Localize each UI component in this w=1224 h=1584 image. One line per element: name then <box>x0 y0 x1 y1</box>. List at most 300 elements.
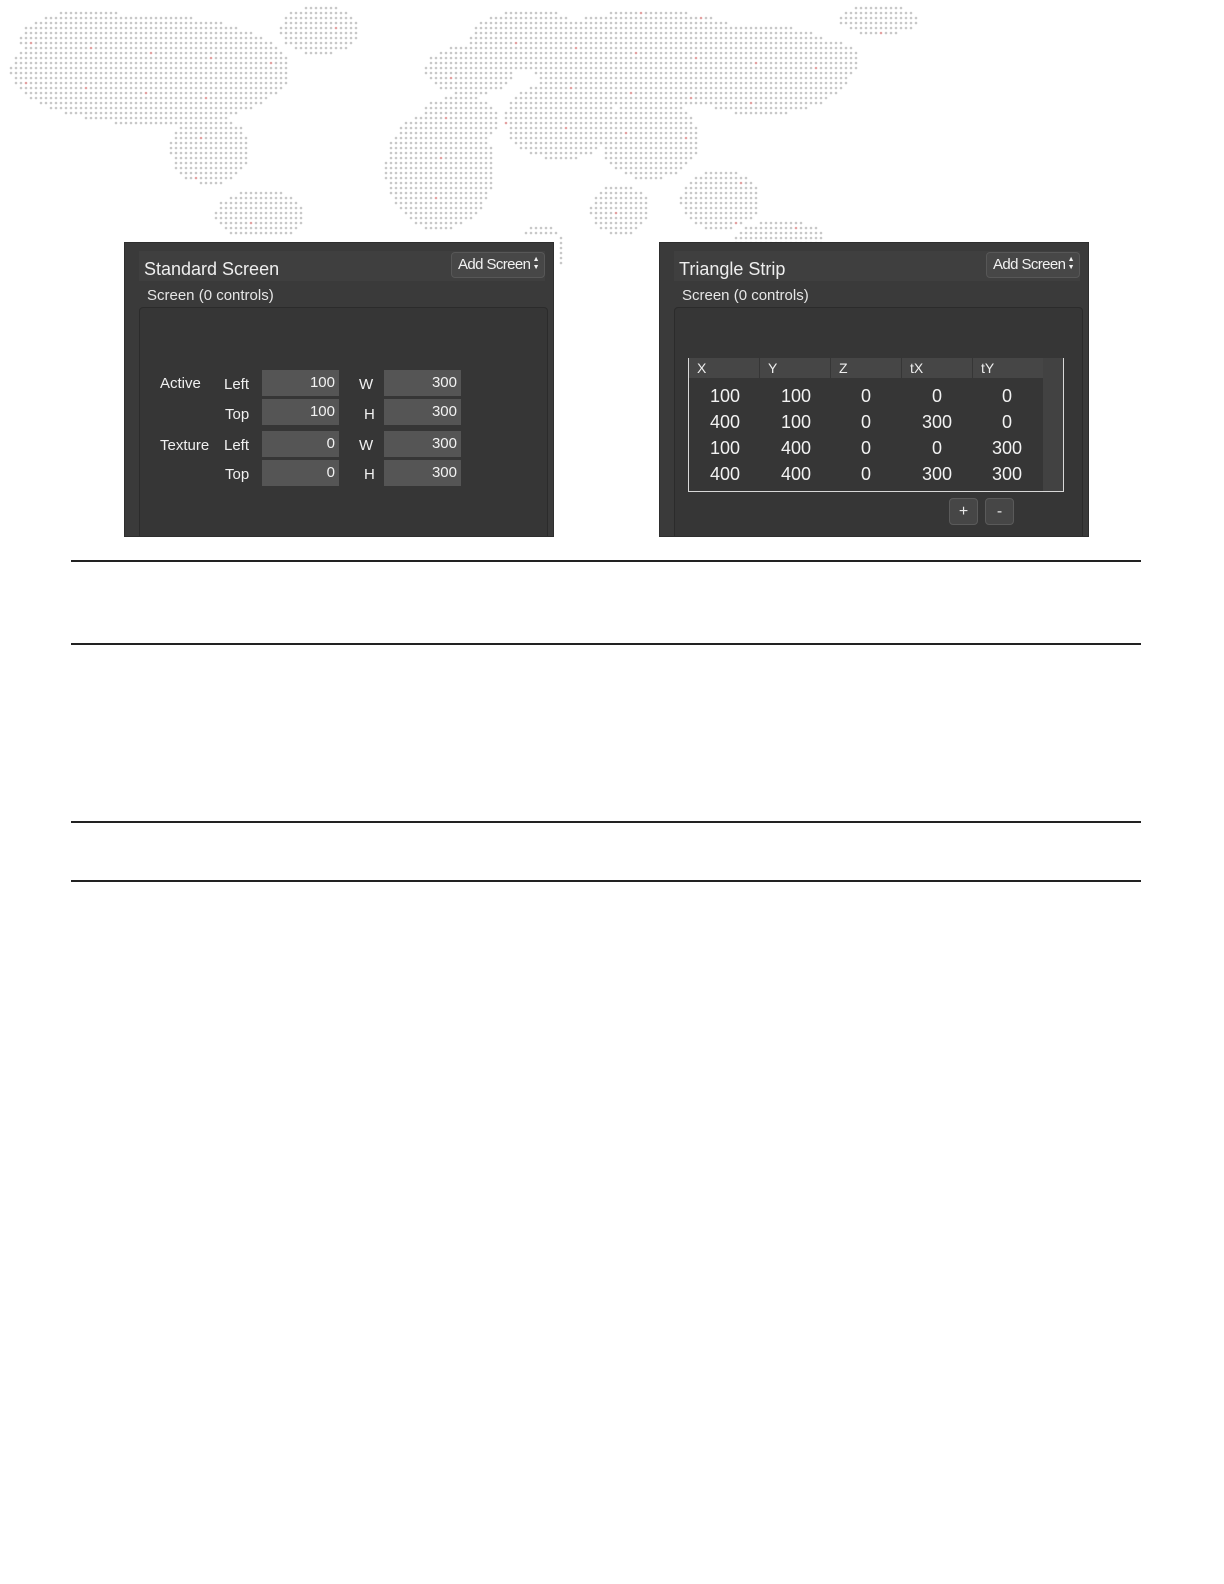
map-dot <box>545 122 548 125</box>
map-dot <box>550 37 553 40</box>
map-dot <box>460 52 463 55</box>
map-dot <box>430 112 433 115</box>
map-dot <box>680 122 683 125</box>
map-dot <box>150 87 153 90</box>
cell-ty[interactable]: 300 <box>991 438 1023 458</box>
texture-height-field[interactable]: 300 <box>384 460 461 486</box>
cell-y[interactable]: 400 <box>780 438 812 458</box>
cell-z[interactable]: 0 <box>860 386 871 406</box>
map-dot <box>660 162 663 165</box>
cell-y[interactable]: 400 <box>780 464 812 484</box>
map-dot <box>525 147 528 150</box>
map-dot <box>760 52 763 55</box>
map-dot <box>85 32 88 35</box>
map-dot <box>215 92 218 95</box>
map-dot <box>240 82 243 85</box>
map-dot <box>630 197 633 200</box>
map-dot <box>765 32 768 35</box>
map-dot <box>815 102 818 105</box>
cell-x[interactable]: 400 <box>709 412 741 432</box>
map-dot <box>545 127 548 130</box>
table-row[interactable] <box>689 383 1045 409</box>
map-dot <box>440 67 443 70</box>
map-dot <box>280 227 283 230</box>
map-dot <box>655 152 658 155</box>
map-dot <box>605 132 608 135</box>
map-dot <box>610 187 613 190</box>
cell-z[interactable]: 0 <box>860 438 871 458</box>
map-dot <box>695 42 698 45</box>
map-dot <box>570 72 573 75</box>
map-dot <box>430 172 433 175</box>
map-dot <box>725 82 728 85</box>
table-scrollbar[interactable] <box>1043 358 1063 491</box>
map-dot <box>790 107 793 110</box>
map-dot <box>870 22 873 25</box>
cell-x[interactable]: 100 <box>709 386 741 406</box>
map-dot <box>395 197 398 200</box>
map-dot <box>505 27 508 30</box>
map-dot <box>755 97 758 100</box>
map-dot <box>855 52 858 55</box>
map-dot <box>610 62 613 65</box>
map-dot <box>720 207 723 210</box>
map-dot <box>410 142 413 145</box>
map-dot <box>625 72 628 75</box>
map-dot <box>260 57 263 60</box>
column-header-ty[interactable]: tY <box>973 358 1043 378</box>
map-dot <box>245 62 248 65</box>
map-dot <box>80 22 83 25</box>
map-dot <box>555 102 558 105</box>
map-dot <box>550 122 553 125</box>
map-dot <box>330 47 333 50</box>
map-dot <box>55 57 58 60</box>
map-dot <box>205 67 208 70</box>
map-dot <box>610 157 613 160</box>
map-dot <box>625 117 628 120</box>
map-dot <box>685 102 688 105</box>
map-dot <box>260 102 263 105</box>
map-dot <box>635 222 638 225</box>
map-dot <box>100 32 103 35</box>
map-dot <box>435 192 438 195</box>
map-dot <box>470 112 473 115</box>
map-dot <box>270 67 273 70</box>
map-dot <box>75 27 78 30</box>
active-left-field[interactable]: 100 <box>262 370 339 396</box>
map-dot <box>655 132 658 135</box>
add-screen-button[interactable] <box>451 252 545 278</box>
cell-y[interactable]: 100 <box>780 386 812 406</box>
map-dot <box>795 77 798 80</box>
map-dot <box>560 32 563 35</box>
map-dot <box>630 12 633 15</box>
cell-ty[interactable]: 300 <box>991 464 1023 484</box>
map-dot <box>470 77 473 80</box>
map-dot <box>45 87 48 90</box>
map-dot <box>595 107 598 110</box>
map-dot <box>665 12 668 15</box>
map-dot <box>160 97 163 100</box>
map-dot <box>145 97 148 100</box>
map-dot <box>300 12 303 15</box>
map-dot <box>680 92 683 95</box>
map-dot <box>120 97 123 100</box>
map-dot <box>790 92 793 95</box>
map-dot <box>800 42 803 45</box>
map-dot <box>465 52 468 55</box>
map-dot <box>575 97 578 100</box>
cell-ty[interactable]: 0 <box>1001 386 1012 406</box>
map-dot <box>630 27 633 30</box>
map-dot <box>60 12 63 15</box>
map-dot <box>550 157 553 160</box>
map-dot <box>605 32 608 35</box>
texture-width-field[interactable]: 300 <box>384 431 461 457</box>
remove-row-button[interactable]: - <box>985 498 1014 525</box>
map-dot <box>480 152 483 155</box>
map-dot <box>420 132 423 135</box>
map-dot <box>15 62 18 65</box>
texture-left-field[interactable]: 0 <box>262 431 339 457</box>
map-dot <box>275 72 278 75</box>
map-dot <box>715 87 718 90</box>
map-dot <box>130 72 133 75</box>
map-dot <box>630 102 633 105</box>
map-dot <box>235 67 238 70</box>
active-top-field[interactable]: 100 <box>262 399 339 425</box>
map-dot <box>645 37 648 40</box>
map-dot <box>570 22 573 25</box>
map-dot <box>505 67 508 70</box>
map-dot <box>660 72 663 75</box>
map-dot <box>560 147 563 150</box>
map-dot <box>195 42 198 45</box>
map-dot <box>410 172 413 175</box>
map-dot <box>445 82 448 85</box>
map-dot <box>215 82 218 85</box>
map-dot <box>430 57 433 60</box>
map-dot <box>690 187 693 190</box>
map-dot <box>785 27 788 30</box>
map-dot <box>450 122 453 125</box>
map-dot <box>65 112 68 115</box>
map-dot <box>825 82 828 85</box>
map-dot <box>530 17 533 20</box>
map-dot <box>90 92 93 95</box>
map-dot <box>605 37 608 40</box>
cell-x[interactable]: 100 <box>709 438 741 458</box>
map-dot <box>580 92 583 95</box>
texture-label: Texture <box>160 437 210 454</box>
map-dot <box>655 47 658 50</box>
vertex-table[interactable] <box>688 358 1064 492</box>
map-dot <box>280 197 283 200</box>
map-dot <box>395 187 398 190</box>
map-dot <box>675 57 678 60</box>
map-dot <box>305 47 308 50</box>
map-dot <box>655 87 658 90</box>
map-dot <box>695 32 698 35</box>
map-dot <box>235 42 238 45</box>
map-dot <box>530 132 533 135</box>
map-dot <box>520 147 523 150</box>
map-dot <box>210 97 213 100</box>
map-dot <box>650 37 653 40</box>
map-dot <box>230 67 233 70</box>
map-dot <box>860 17 863 20</box>
map-dot <box>790 62 793 65</box>
map-dot <box>425 157 428 160</box>
map-dot <box>660 67 663 70</box>
map-dot <box>560 122 563 125</box>
map-dot <box>585 17 588 20</box>
map-dot <box>550 142 553 145</box>
map-dot <box>800 77 803 80</box>
map-dot <box>685 77 688 80</box>
map-dot <box>85 82 88 85</box>
map-dot <box>470 82 473 85</box>
map-dot <box>560 242 563 245</box>
map-dot <box>130 112 133 115</box>
map-dot <box>425 67 428 70</box>
map-dot <box>425 127 428 130</box>
map-dot <box>670 72 673 75</box>
map-dot <box>285 72 288 75</box>
map-dot <box>460 47 463 50</box>
map-dot <box>485 57 488 60</box>
cell-tx[interactable]: 300 <box>921 412 953 432</box>
map-dot <box>845 22 848 25</box>
map-dot <box>345 22 348 25</box>
map-dot <box>760 87 763 90</box>
map-dot <box>210 57 213 60</box>
map-dot <box>140 37 143 40</box>
map-dot <box>280 57 283 60</box>
map-dot <box>450 102 453 105</box>
map-dot <box>285 32 288 35</box>
map-dot <box>130 122 133 125</box>
map-dot <box>195 162 198 165</box>
map-dot <box>730 207 733 210</box>
map-dot <box>820 62 823 65</box>
table-row[interactable] <box>689 409 1045 435</box>
map-dot <box>190 112 193 115</box>
map-dot <box>640 37 643 40</box>
cell-z[interactable]: 0 <box>860 412 871 432</box>
add-screen-button[interactable] <box>986 252 1080 278</box>
map-dot <box>805 87 808 90</box>
map-dot <box>425 187 428 190</box>
map-dot <box>790 77 793 80</box>
map-dot <box>800 97 803 100</box>
map-dot <box>255 47 258 50</box>
map-dot <box>645 82 648 85</box>
map-dot <box>610 222 613 225</box>
column-header-y[interactable]: Y <box>760 358 830 378</box>
table-row[interactable] <box>689 461 1045 487</box>
cell-x[interactable]: 400 <box>709 464 741 484</box>
map-dot <box>805 62 808 65</box>
map-dot <box>265 72 268 75</box>
map-dot <box>545 117 548 120</box>
map-dot <box>700 27 703 30</box>
map-dot <box>225 92 228 95</box>
map-dot <box>105 87 108 90</box>
map-dot <box>80 107 83 110</box>
map-dot <box>440 207 443 210</box>
map-dot <box>200 27 203 30</box>
map-dot <box>630 222 633 225</box>
cell-z[interactable]: 0 <box>860 464 871 484</box>
map-dot <box>775 67 778 70</box>
map-dot <box>230 122 233 125</box>
map-dot <box>510 102 513 105</box>
map-dot <box>620 102 623 105</box>
map-dot <box>435 152 438 155</box>
map-dot <box>665 17 668 20</box>
cell-tx[interactable]: 0 <box>931 438 942 458</box>
map-dot <box>500 52 503 55</box>
cell-tx[interactable]: 300 <box>921 464 953 484</box>
map-dot <box>500 27 503 30</box>
map-dot <box>260 232 263 235</box>
map-dot <box>245 152 248 155</box>
map-dot <box>100 52 103 55</box>
map-dot <box>650 112 653 115</box>
map-dot <box>760 32 763 35</box>
column-header-x[interactable]: X <box>689 358 759 378</box>
map-dot <box>135 37 138 40</box>
cell-ty[interactable]: 0 <box>1001 412 1012 432</box>
texture-top-field[interactable]: 0 <box>262 460 339 486</box>
map-dot <box>625 217 628 220</box>
map-dot <box>470 92 473 95</box>
map-dot <box>90 112 93 115</box>
map-dot <box>165 17 168 20</box>
map-dot <box>815 232 818 235</box>
map-dot <box>825 92 828 95</box>
map-dot <box>500 47 503 50</box>
map-dot <box>540 232 543 235</box>
map-dot <box>170 147 173 150</box>
cell-tx[interactable]: 0 <box>931 386 942 406</box>
map-dot <box>460 157 463 160</box>
map-dot <box>660 77 663 80</box>
map-dot <box>730 92 733 95</box>
map-dot <box>255 37 258 40</box>
map-dot <box>635 32 638 35</box>
map-dot <box>350 32 353 35</box>
map-dot <box>745 92 748 95</box>
map-dot <box>425 217 428 220</box>
map-dot <box>495 42 498 45</box>
map-dot <box>585 52 588 55</box>
map-dot <box>640 157 643 160</box>
active-height-field[interactable]: 300 <box>384 399 461 425</box>
map-dot <box>720 32 723 35</box>
map-dot <box>165 67 168 70</box>
map-dot <box>525 27 528 30</box>
add-row-button[interactable]: + <box>949 498 978 525</box>
map-dot <box>410 137 413 140</box>
map-dot <box>715 62 718 65</box>
map-dot <box>545 42 548 45</box>
map-dot <box>320 52 323 55</box>
map-dot <box>645 72 648 75</box>
cell-y[interactable]: 100 <box>780 412 812 432</box>
map-dot <box>50 37 53 40</box>
map-dot <box>475 57 478 60</box>
map-dot <box>685 132 688 135</box>
map-dot <box>700 187 703 190</box>
map-dot <box>680 52 683 55</box>
map-dot <box>505 82 508 85</box>
map-dot <box>390 167 393 170</box>
table-row[interactable] <box>689 435 1045 461</box>
map-dot <box>535 12 538 15</box>
map-dot <box>815 47 818 50</box>
map-dot <box>150 97 153 100</box>
map-dot <box>565 147 568 150</box>
map-dot <box>810 227 813 230</box>
map-dot <box>740 212 743 215</box>
map-dot <box>465 197 468 200</box>
column-header-tx[interactable]: tX <box>902 358 972 378</box>
map-dot <box>780 92 783 95</box>
map-dot <box>70 97 73 100</box>
map-dot <box>845 17 848 20</box>
map-dot <box>10 67 13 70</box>
column-header-z[interactable]: Z <box>831 358 901 378</box>
map-dot <box>50 72 53 75</box>
map-dot <box>275 217 278 220</box>
map-dot <box>775 72 778 75</box>
map-dot <box>125 42 128 45</box>
map-dot <box>535 62 538 65</box>
map-dot <box>45 57 48 60</box>
map-dot <box>750 87 753 90</box>
active-width-field[interactable]: 300 <box>384 370 461 396</box>
map-dot <box>145 22 148 25</box>
map-dot <box>790 97 793 100</box>
map-dot <box>535 27 538 30</box>
map-dot <box>805 32 808 35</box>
map-dot <box>495 17 498 20</box>
map-dot <box>665 147 668 150</box>
map-dot <box>560 262 563 265</box>
map-dot <box>540 32 543 35</box>
map-dot <box>560 52 563 55</box>
map-dot <box>105 112 108 115</box>
map-dot <box>90 102 93 105</box>
map-dot <box>405 147 408 150</box>
map-dot <box>555 122 558 125</box>
map-dot <box>810 67 813 70</box>
map-dot <box>215 37 218 40</box>
map-dot <box>345 42 348 45</box>
map-dot <box>870 27 873 30</box>
map-dot <box>535 17 538 20</box>
map-dot <box>245 77 248 80</box>
map-dot <box>790 47 793 50</box>
map-dot <box>705 72 708 75</box>
map-dot <box>700 42 703 45</box>
map-dot <box>460 102 463 105</box>
map-dot <box>235 107 238 110</box>
map-dot <box>470 182 473 185</box>
